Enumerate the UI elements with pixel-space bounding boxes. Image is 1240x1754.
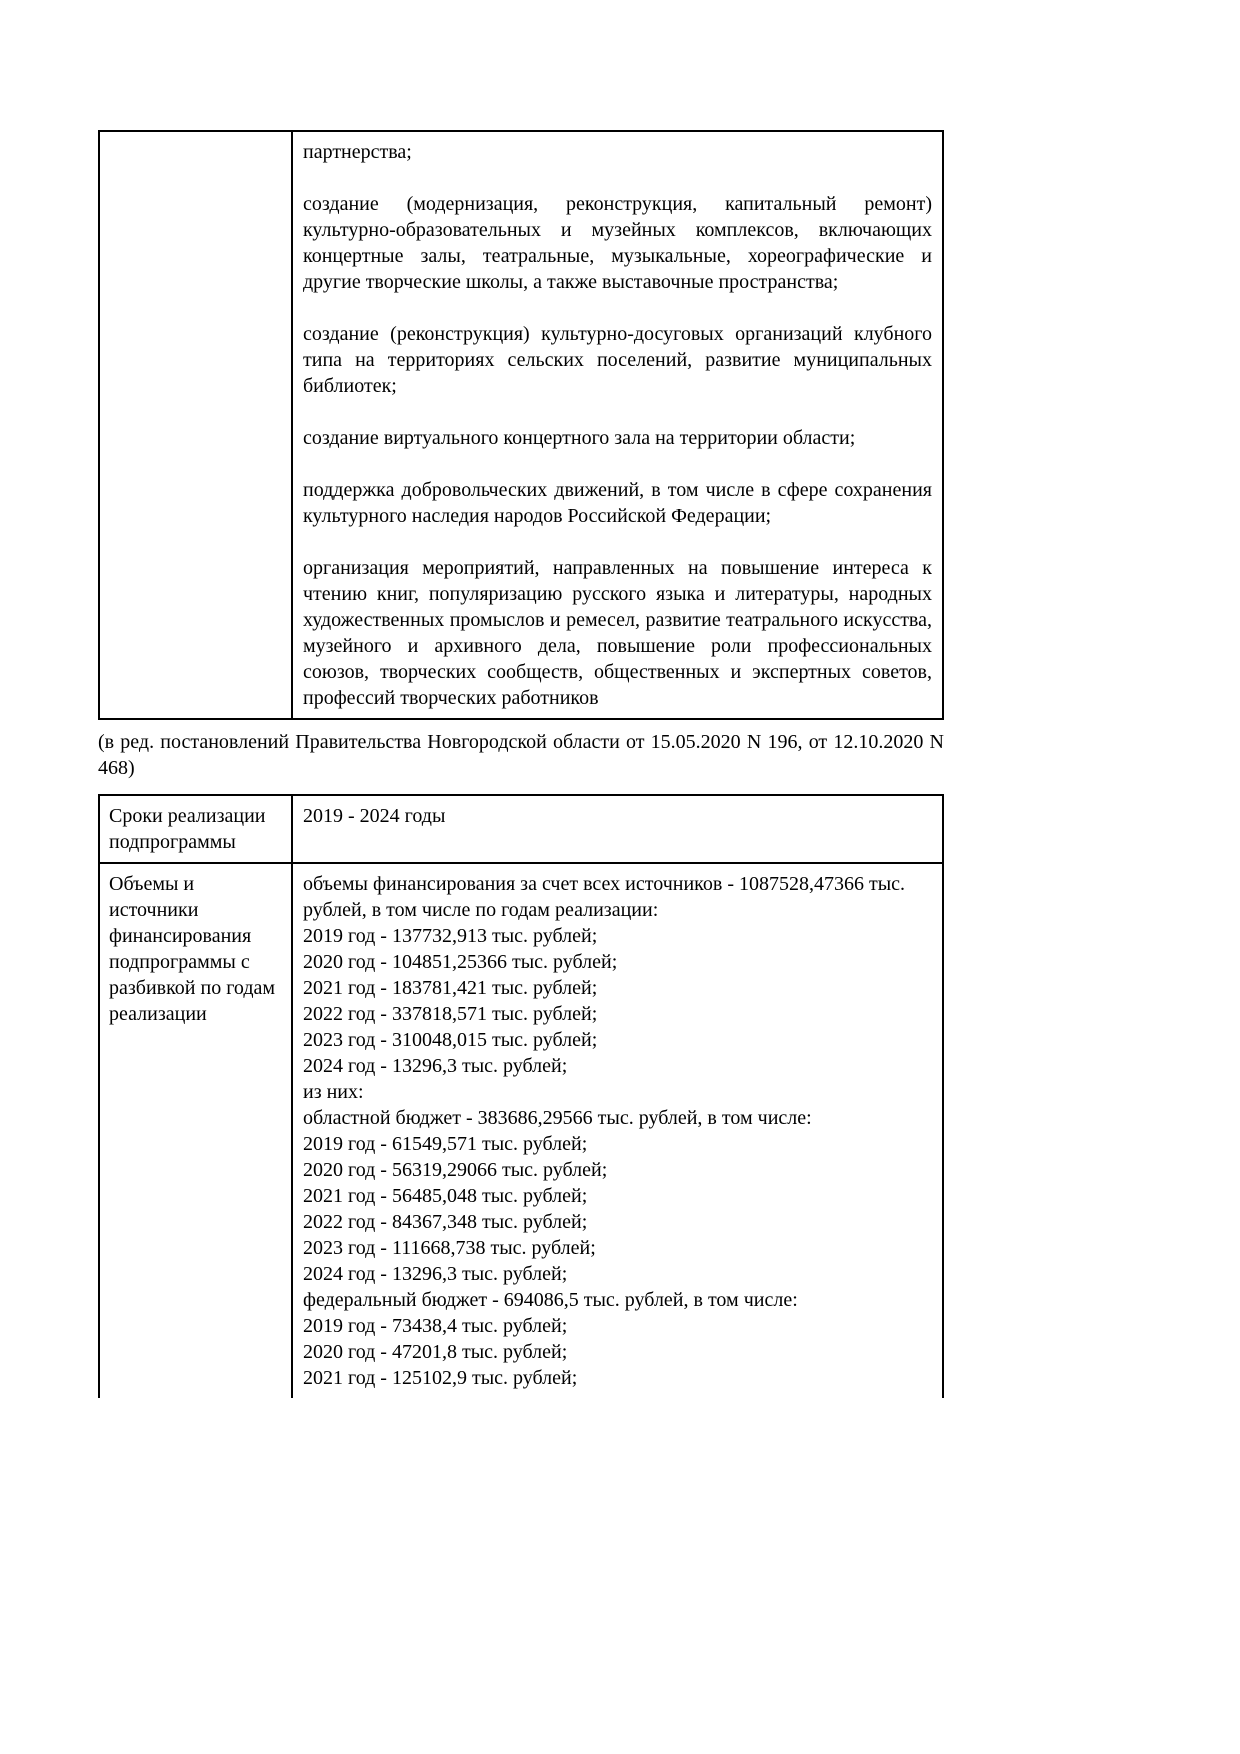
table-row-financing <box>99 863 943 1398</box>
continuation-paragraph: создание (реконструкция) культурно-досуговых организаций клубного типа на территориях сельских поселений, развитие муниципальных библиотек; <box>303 323 932 397</box>
financing-line: 2021 год - 183781,421 тыс. рублей; <box>303 977 598 999</box>
financing-line: 2021 год - 125102,9 тыс. рублей; <box>303 1367 578 1389</box>
financing-line: 2021 год - 56485,048 тыс. рублей; <box>303 1185 588 1207</box>
continuation-paragraph: организация мероприятий, направленных на повышение интереса к чтению книг, популяризацию русского языка и литературы, народных художественных промыслов и ремесел, развитие театрального искусства, музейного и архивного дела, повышение роли профессиональных союзов, творческих сообществ, общественных и экспертных советов, профессий творческих работников <box>303 557 932 709</box>
financing-line: 2020 год - 56319,29066 тыс. рублей; <box>303 1159 608 1181</box>
continuation-paragraph: поддержка добровольческих движений, в том числе в сфере сохранения культурного наследия народов Российской Федерации; <box>303 479 932 527</box>
table-main <box>98 794 944 1398</box>
financing-line: федеральный бюджет - 694086,5 тыс. рублей, в том числе: <box>303 1289 798 1311</box>
financing-line: 2019 год - 137732,913 тыс. рублей; <box>303 925 598 947</box>
table-row-timing <box>99 795 943 863</box>
financing-line: 2020 год - 47201,8 тыс. рублей; <box>303 1341 568 1363</box>
timing-label-cell: Сроки реализации подпрограммы <box>99 795 292 863</box>
continuation-paragraph: создание (модернизация, реконструкция, капитальный ремонт) культурно-образовательных и музейных комплексов, включающих концертные залы, театральные, музыкальные, хореографические и другие творческие школы, а также выставочные пространства; <box>303 193 932 293</box>
financing-line: из них: <box>303 1081 364 1103</box>
financing-line: 2019 год - 61549,571 тыс. рублей; <box>303 1133 588 1155</box>
financing-value-cell <box>292 863 943 1398</box>
continuation-text-cell <box>292 131 943 719</box>
timing-value-cell: 2019 - 2024 годы <box>292 795 943 863</box>
financing-line: 2020 год - 104851,25366 тыс. рублей; <box>303 951 618 973</box>
continuation-paragraph: партнерства; <box>303 141 412 163</box>
empty-label-cell <box>99 131 292 719</box>
financing-line: объемы финансирования за счет всех источников - 1087528,47366 тыс. рублей, в том числе по годам реализации: <box>303 873 906 921</box>
table-continuation <box>98 130 944 720</box>
financing-line: 2024 год - 13296,3 тыс. рублей; <box>303 1055 568 1077</box>
financing-line: 2024 год - 13296,3 тыс. рублей; <box>303 1263 568 1285</box>
table-row-continuation <box>99 131 943 719</box>
financing-line: областной бюджет - 383686,29566 тыс. рублей, в том числе: <box>303 1107 812 1129</box>
financing-label-cell: Объемы и источники финансирования подпрограммы с разбивкой по годам реализации <box>99 863 292 1398</box>
financing-line: 2023 год - 310048,015 тыс. рублей; <box>303 1029 598 1051</box>
financing-line: 2019 год - 73438,4 тыс. рублей; <box>303 1315 568 1337</box>
financing-line: 2023 год - 111668,738 тыс. рублей; <box>303 1237 596 1259</box>
amendment-note: (в ред. постановлений Правительства Новгородской области от 15.05.2020 N 196, от 12.10.2020 N 468) <box>98 731 944 779</box>
financing-line: 2022 год - 337818,571 тыс. рублей; <box>303 1003 598 1025</box>
financing-line: 2022 год - 84367,348 тыс. рублей; <box>303 1211 588 1233</box>
continuation-paragraph: создание виртуального концертного зала на территории области; <box>303 427 856 449</box>
document-page-content <box>98 130 944 1398</box>
